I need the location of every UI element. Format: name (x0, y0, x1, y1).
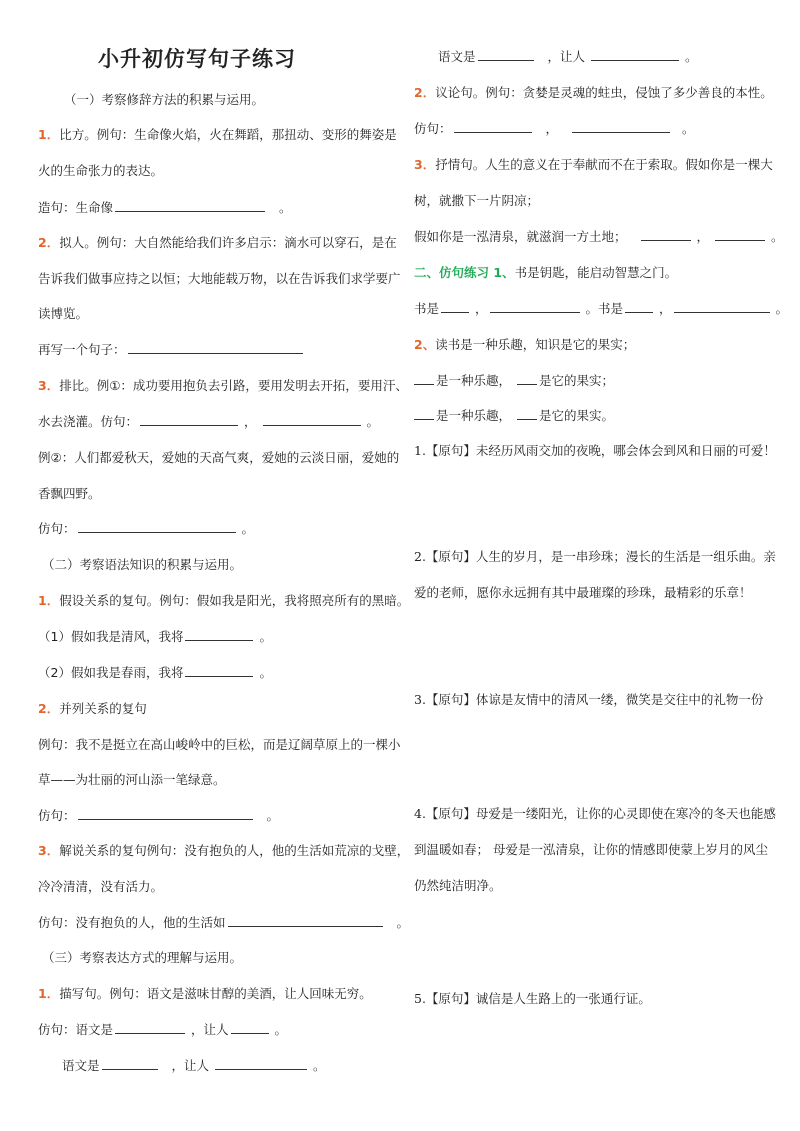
separator: ， (545, 121, 559, 136)
fill-label: 造句：生命像 (38, 200, 114, 215)
item-number: 3． (38, 378, 60, 393)
section-heading-green: 二、仿句练习 1、 (414, 265, 515, 280)
exercise-line (38, 377, 408, 395)
fill-end: 。 (366, 414, 379, 429)
fill-line (414, 300, 788, 318)
fill-end: 。 (259, 665, 272, 680)
fill-label: （2）假如我是春雨，我将 (38, 665, 184, 680)
fill-end: 。 (241, 521, 255, 536)
separator: ， (659, 301, 672, 316)
fill-label: 是它的果实； (539, 373, 615, 388)
fill-line (62, 1057, 326, 1075)
fill-end: 。 (681, 121, 695, 136)
answer-blank[interactable] (641, 228, 691, 241)
exercise-text: 火的生命张力的表达。 (38, 163, 164, 178)
fill-label: 是它的果实。 (539, 408, 615, 423)
fill-label: （1）假如我是清风，我将 (38, 629, 184, 644)
answer-blank[interactable] (490, 300, 580, 313)
exercise-line (38, 985, 372, 1003)
exercise-text: 香飘四野。 (38, 486, 101, 501)
fill-label: 语文是 (438, 49, 476, 64)
fill-line (38, 341, 305, 359)
fill-line (414, 407, 614, 425)
exercise-line (414, 156, 773, 174)
fill-label: 语文是 (62, 1058, 100, 1073)
exercise-text: 比方。例句：生命像火焰，火在舞蹈，那扭动、变形的舞姿是 (59, 127, 397, 142)
answer-blank[interactable] (128, 341, 303, 354)
fill-line (38, 628, 272, 646)
fill-label: 书是 (414, 301, 440, 316)
fill-end: 。 (274, 1022, 288, 1037)
answer-blank[interactable] (215, 1057, 307, 1070)
fill-end: 。 (684, 49, 698, 64)
item-number: 2、 (414, 337, 436, 352)
fill-line (414, 228, 783, 246)
exercise-text: 读书是一种乐趣，知识是它的果实； (435, 337, 636, 352)
fill-end: 。 (266, 808, 280, 823)
exercise-text: 书是钥匙，能启动智慧之门。 (514, 265, 678, 280)
exercise-text: 读博览。 (38, 306, 89, 321)
original-sentence-5: 5.【原句】诚信是人生路上的一张通行证。 (414, 991, 651, 1006)
original-sentence-4-end: 仍然纯洁明净。 (414, 878, 502, 893)
answer-blank[interactable] (231, 1021, 269, 1034)
exercise-text: 抒情句。人生的意义在于奉献而不在于索取。假如你是一棵大 (435, 157, 773, 172)
item-number: 2． (414, 85, 436, 100)
fill-end: 。 (396, 915, 410, 930)
fill-end: 。 (259, 629, 272, 644)
original-sentence-4-cont: 到温暖如春； 母爱是一泓清泉，让你的情感即使蒙上岁月的风尘 (414, 842, 768, 857)
fill-label: 是一种乐趣， (436, 373, 512, 388)
exercise-text: 议论句。例句：贪婪是灵魂的蛀虫，侵蚀了多少善良的本性。 (435, 85, 773, 100)
answer-blank[interactable] (674, 300, 770, 313)
original-sentence-4: 4.【原句】母爱是一缕阳光，让你的心灵即使在寒冷的冬天也能感 (414, 806, 776, 821)
exercise-text: 树，就撒下一片阴凉； (414, 193, 540, 208)
fill-end: 。 (279, 200, 292, 215)
item-number: 1． (38, 127, 60, 142)
exercise-text: 水去浇灌。仿句： (38, 414, 139, 429)
fill-end: 。 (312, 1058, 326, 1073)
exercise-text: 排比。例①：成功要用抱负去引路，要用发明去开拓，要用汗、 (59, 378, 408, 393)
exercise-line (38, 700, 147, 718)
exercise-text: 描写句。例句：语文是滋味甘醇的美酒，让人回味无穷。 (59, 986, 372, 1001)
exercise-text: 告诉我们做事应持之以恒；大地能载万物，以在告诉我们求学要广 (38, 271, 401, 286)
separator: ， (475, 301, 488, 316)
item-number: 2． (38, 235, 60, 250)
answer-blank[interactable] (414, 372, 434, 385)
fill-end: 。 (770, 229, 784, 244)
section-heading-2: （二）考察语法知识的积累与运用。 (42, 557, 243, 572)
answer-blank[interactable] (715, 228, 765, 241)
answer-blank[interactable] (478, 48, 534, 61)
separator: ， (696, 229, 709, 244)
item-number: 3． (38, 843, 60, 858)
item-number: 3． (414, 157, 436, 172)
fill-label: 仿句： (38, 808, 76, 823)
item-number: 2． (38, 701, 60, 716)
answer-blank[interactable] (625, 300, 653, 313)
fill-line (38, 413, 379, 431)
exercise-text: 假设关系的复句。例句：假如我是阳光，我将照亮所有的黑暗。 (59, 593, 410, 608)
answer-blank[interactable] (185, 628, 253, 641)
item-number: 1． (38, 593, 60, 608)
answer-blank[interactable] (263, 413, 361, 426)
fill-line (414, 372, 614, 390)
exercise-text: 假如你是一泓清泉，就滋润一方土地； (414, 229, 627, 244)
item-number: 1． (38, 986, 60, 1001)
fill-label: 是一种乐趣， (436, 408, 512, 423)
fill-label: 仿句： (38, 521, 76, 536)
answer-blank[interactable] (185, 664, 253, 677)
original-sentence-3: 3.【原句】体谅是友情中的清风一缕，微笑是交往中的礼物一份 (414, 692, 764, 707)
fill-line (38, 664, 272, 682)
fill-end: 。 (775, 301, 789, 316)
answer-blank[interactable] (78, 520, 236, 533)
fill-label: ，让人 (171, 1058, 210, 1073)
fill-label: 仿句： (414, 121, 452, 136)
exercise-line (38, 842, 409, 860)
fill-line (38, 1021, 287, 1039)
fill-label: ，让人 (547, 49, 586, 64)
fill-line (38, 199, 292, 217)
answer-blank[interactable] (591, 48, 679, 61)
original-sentence-2: 2.【原句】人生的岁月，是一串珍珠；漫长的生活是一组乐曲。亲 (414, 549, 776, 564)
answer-blank[interactable] (572, 120, 670, 133)
exercise-line (414, 84, 773, 102)
section-heading-1: （一）考察修辞方法的积累与运用。 (64, 92, 265, 107)
original-sentence-1: 1.【原句】未经历风雨交加的夜晚，哪会体会到风和日丽的可爱！ (414, 443, 776, 458)
answer-blank[interactable] (228, 914, 383, 927)
exercise-text: 例②：人们都爱秋天，爱她的天高气爽，爱她的云淡日丽，爱她的 (38, 450, 400, 465)
answer-blank[interactable] (115, 199, 265, 212)
answer-blank[interactable] (115, 1021, 185, 1034)
exercise-line (414, 336, 635, 354)
exercise-text: 解说关系的复句例句：没有抱负的人，他的生活如荒凉的戈壁， (59, 843, 410, 858)
exercise-line (38, 126, 397, 144)
exercise-text: 例句：我不是挺立在高山峻岭中的巨松，而是辽阔草原上的一棵小 (38, 737, 401, 752)
answer-blank[interactable] (102, 1057, 158, 1070)
exercise-line (38, 234, 397, 252)
answer-blank[interactable] (414, 407, 434, 420)
exercise-text: 拟人。例句：大自然能给我们许多启示：滴水可以穿石，是在 (59, 235, 397, 250)
exercise-text: 并列关系的复句 (59, 701, 147, 716)
exercise-text: 草——为壮丽的河山添一笔绿意。 (38, 772, 226, 787)
fill-label: 再写一个句子： (38, 342, 126, 357)
fill-line (38, 807, 279, 825)
page-title: 小升初仿写句子练习 (98, 47, 296, 71)
answer-blank[interactable] (454, 120, 532, 133)
original-sentence-2-cont: 爱的老师，愿你永远拥有其中最璀璨的珍珠，最精彩的乐章！ (414, 585, 752, 600)
fill-line (438, 48, 698, 66)
exercise-line (38, 592, 409, 610)
fill-line (38, 520, 254, 538)
fill-label: ，让人 (191, 1022, 229, 1037)
answer-blank[interactable] (441, 300, 469, 313)
section-heading-3: （三）考察表达方式的理解与运用。 (42, 950, 243, 965)
fill-label: 。书是 (585, 301, 624, 316)
exercise-text: 冷冷清清，没有活力。 (38, 879, 164, 894)
fill-line (38, 914, 409, 932)
exercise-line (414, 264, 677, 282)
fill-label: 仿句：语文是 (38, 1022, 114, 1037)
answer-blank[interactable] (140, 413, 238, 426)
answer-blank[interactable] (517, 372, 537, 385)
fill-label: 仿句：没有抱负的人，他的生活如 (38, 915, 226, 930)
fill-line (414, 120, 695, 138)
answer-blank[interactable] (78, 807, 253, 820)
answer-blank[interactable] (517, 407, 537, 420)
separator: ， (244, 414, 257, 429)
